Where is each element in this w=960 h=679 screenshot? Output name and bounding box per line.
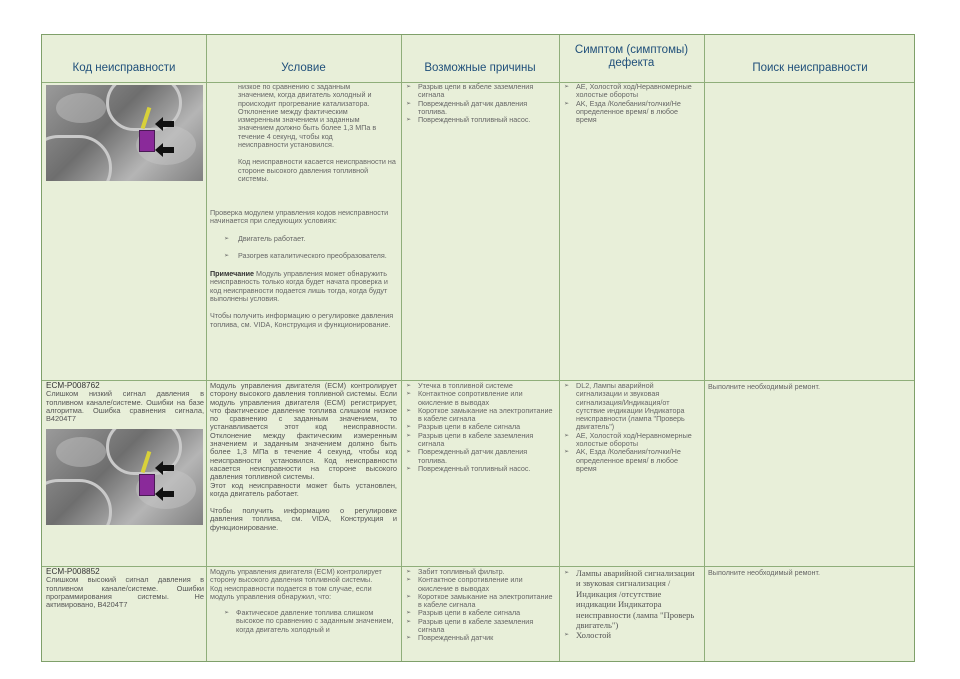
- note-label: Примечание: [210, 269, 255, 279]
- row2-code-cell: [46, 382, 204, 423]
- cause-item: ➢ Короткое замыкание на электропитание в кабеле сигнала: [406, 407, 556, 424]
- fault-code: ECM-P008762: [46, 382, 100, 390]
- condition-line: неисправности установился.: [238, 140, 334, 150]
- row2-condition: [210, 382, 397, 532]
- cause-item: ➢ Поврежденный топливный насос.: [406, 116, 556, 124]
- condition-line: происходит прогревание катализатора.: [238, 98, 370, 108]
- condition-text: Модуль управления двигателя (ECM) контролирует сторону высокого давления топливной системы.: [210, 568, 382, 585]
- cause-item: ➢ Разрыв цепи в кабеле заземления сигнала: [406, 618, 556, 635]
- condition-line: низкое по сравнению с заданным: [238, 83, 351, 91]
- row1-condition-continued: [210, 83, 397, 183]
- check-item: ➢ Двигатель работает.: [224, 235, 397, 243]
- symptom-item: ➢ AE, Холостой ход/Неравномерные холостые обороты: [564, 83, 700, 100]
- row3-code-cell: [46, 568, 204, 609]
- cause-item: ➢ Поврежденный датчик давления топлива.: [406, 100, 556, 117]
- cause-item: ➢ Разрыв цепи в кабеле сигнала: [406, 423, 556, 431]
- row1-symptoms: [564, 83, 700, 124]
- row3-condition: [210, 568, 397, 661]
- symptom-item: ➢ AE, Холостой ход/Неравномерные холостые обороты: [564, 432, 700, 449]
- condition-line: значением должно быть более 1,3 МПа в: [238, 123, 377, 133]
- symptom-item: ➢ AK, Езда /Колебания/толчки/Не определенное время/ в любое время: [564, 448, 700, 473]
- header-symptoms: [559, 35, 704, 81]
- note-text: Модуль управления может обнаружить неисправность только когда будет начата проверка и код неисправности подается лишь тогда, когда будут выполнены условия.: [210, 269, 388, 304]
- fault-code: ECM-P008852: [46, 568, 100, 576]
- cause-item: ➢ Поврежденный топливный насос.: [406, 465, 556, 473]
- cause-item: ➢ Разрыв цепи в кабеле заземления сигнала: [406, 83, 556, 100]
- symptom-item: ➢ DL2, Лампы аварийной сигнализации и звуковая сигнализация/Индикация/от сутствие индикации Индикатора неисправности (лампа "Проверь двигатель"): [564, 382, 700, 432]
- cause-item: ➢ Контактное сопротивление или окисление в выводах: [406, 390, 556, 407]
- check-intro: Проверка модулем управления кодов неисправности начинается при следующих условиях:: [210, 209, 389, 226]
- fault-description: Слишком низкий сигнал давления в топливном канале/системе. Ошибки на базе алгоритма. Ошибка сравнения сигнала, B4204T7: [46, 389, 204, 424]
- condition-text: Этот код неисправности может быть установлен, когда двигатель работает.: [210, 480, 397, 498]
- header-symptoms-line2: дефекта: [608, 56, 655, 69]
- row2-symptoms: [564, 382, 700, 473]
- header-code: Код неисправности: [72, 62, 176, 74]
- row3-symptoms: [564, 568, 700, 661]
- column-divider: [401, 35, 402, 661]
- row-divider: [42, 380, 914, 381]
- column-divider: [559, 35, 560, 661]
- vida-info: Чтобы получить информацию о регулировке давления топлива, см. VIDA, Конструкция и функционирование.: [210, 506, 397, 532]
- condition-line: Отклонение между фактическим: [238, 106, 348, 116]
- row2-search: Выполните необходимый ремонт.: [708, 383, 820, 391]
- cause-item: ➢ Контактное сопротивление или окисление в выводах: [406, 576, 556, 593]
- symptom-item: ➢ Лампы аварийной сигнализации и звуковая сигнализация /Индикация /отсутствие индикации Индикатора неисправности (лампа "Проверь двигатель"): [564, 568, 700, 630]
- condition-text: Модуль управления двигателя (ECM) контролирует сторону высокого давления топливной системы. Если модуль управления двигателя (ECM) регистрирует, что фактическое давление топлива слишком низкое по сравнению с заданным значением, то устанавливается этот код неисправности. Отклонение между фактическим измеренным значением и заданным значением должно быть более 1,3 МПа в течение 4 секунд, чтобы код неисправности установился. Код неисправности касается неисправности на стороне высокого давления топливной системы.: [210, 382, 397, 482]
- cause-item: ➢ Короткое замыкание на электропитание в кабеле сигнала: [406, 593, 556, 610]
- row3-search: Выполните необходимый ремонт.: [708, 569, 820, 577]
- note-paragraph: [210, 270, 397, 303]
- condition-text: Код неисправности подается в том случае, если модуль управления обнаружил, что:: [210, 583, 372, 601]
- engine-photo: [46, 429, 203, 525]
- header-causes: Возможные причины: [424, 62, 536, 74]
- header-condition: Условие: [281, 62, 326, 74]
- fault-description: Слишком высокий сигнал давления в топливном канале/системе. Ошибки программирования системы. Не активировано, B4204T7: [46, 575, 204, 610]
- symptom-item: ➢ Холостой: [564, 630, 700, 640]
- row1-causes: [406, 83, 556, 124]
- symptom-item: ➢ AK, Езда /Колебания/толчки/Не определенное время/ в любое время: [564, 100, 700, 125]
- check-item: ➢ Разогрев каталитического преобразователя.: [224, 252, 397, 260]
- column-divider: [206, 35, 207, 661]
- header-search: Поиск неисправности: [752, 62, 868, 74]
- row-divider: [42, 566, 914, 567]
- cause-item: ➢ Забит топливный фильтр.: [406, 568, 556, 576]
- condition-line: течение 4 секунд, чтобы код: [238, 131, 333, 141]
- vida-info: Чтобы получить информацию о регулировке давления топлива, см. VIDA, Конструкция и функционирование.: [210, 311, 394, 329]
- fault-code-table: [41, 34, 915, 662]
- cause-item: ➢ Поврежденный датчик: [406, 634, 556, 642]
- row2-causes: [406, 382, 556, 473]
- cause-item: ➢ Разрыв цепи в кабеле сигнала: [406, 609, 556, 617]
- engine-photo: [46, 85, 203, 181]
- header-symptoms-line1: Симптом (симптомы): [574, 43, 689, 56]
- condition-line: значением, когда двигатель холодный и: [238, 90, 372, 100]
- row3-causes: [406, 568, 556, 661]
- condition-line: измеренным значением и заданным: [238, 115, 360, 125]
- high-side-note: Код неисправности касается неисправности на стороне высокого давления топливной системы.: [238, 157, 396, 183]
- cause-item: ➢ Разрыв цепи в кабеле заземления сигнала: [406, 432, 556, 449]
- cause-item: ➢ Утечка в топливной системе: [406, 382, 556, 390]
- condition-subitem: ➢ Фактическое давление топлива слишком высокое по сравнению с заданным значением, когда двигатель холодный и: [224, 609, 397, 634]
- row1-check-conditions: [210, 209, 397, 329]
- cause-item: ➢ Поврежденный датчик давления топлива.: [406, 448, 556, 465]
- column-divider: [704, 35, 705, 661]
